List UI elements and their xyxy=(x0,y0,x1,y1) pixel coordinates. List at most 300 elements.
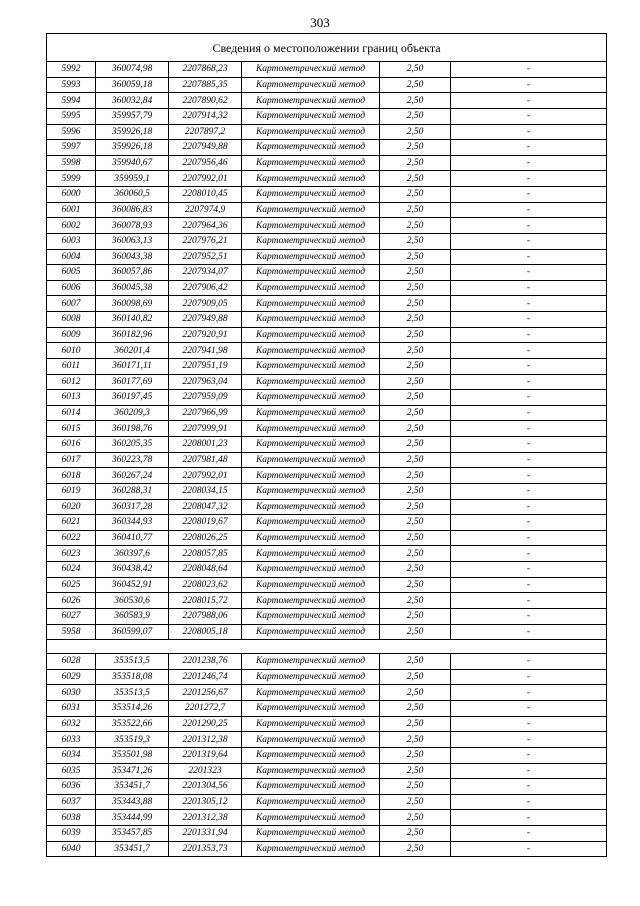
point-number-cell: 6019 xyxy=(47,483,96,499)
point-number-cell: 6005 xyxy=(47,265,96,281)
accuracy-cell: 2,50 xyxy=(380,296,451,312)
point-number-cell: 6038 xyxy=(47,810,96,826)
accuracy-cell: 2,50 xyxy=(380,265,451,281)
point-number-cell: 6009 xyxy=(47,327,96,343)
point-number-cell: 6012 xyxy=(47,374,96,390)
point-number-cell: 6003 xyxy=(47,233,96,249)
method-cell: Картометрический метод xyxy=(242,93,380,109)
table-row xyxy=(47,358,607,374)
description-cell: - xyxy=(451,405,607,421)
description-cell: - xyxy=(451,265,607,281)
x-coordinate-cell: 353514,26 xyxy=(96,701,169,717)
table-row xyxy=(47,577,607,593)
table-row xyxy=(47,530,607,546)
method-cell: Картометрический метод xyxy=(242,202,380,218)
description-cell: - xyxy=(451,62,607,78)
method-cell: Картометрический метод xyxy=(242,810,380,826)
table-row xyxy=(47,218,607,234)
x-coordinate-cell: 359940,67 xyxy=(96,155,169,171)
accuracy-cell: 2,50 xyxy=(380,685,451,701)
description-cell: - xyxy=(451,732,607,748)
description-cell: - xyxy=(451,124,607,140)
accuracy-cell: 2,50 xyxy=(380,701,451,717)
accuracy-cell: 2,50 xyxy=(380,624,451,640)
x-coordinate-cell: 360397,6 xyxy=(96,546,169,562)
y-coordinate-cell: 2207999,91 xyxy=(169,421,242,437)
accuracy-cell: 2,50 xyxy=(380,468,451,484)
x-coordinate-cell: 360201,4 xyxy=(96,343,169,359)
description-cell: - xyxy=(451,763,607,779)
x-coordinate-cell: 360205,35 xyxy=(96,437,169,453)
description-cell: - xyxy=(451,452,607,468)
y-coordinate-cell: 2208005,18 xyxy=(169,624,242,640)
description-cell: - xyxy=(451,218,607,234)
description-cell: - xyxy=(451,93,607,109)
x-coordinate-cell: 353513,5 xyxy=(96,685,169,701)
method-cell: Картометрический метод xyxy=(242,747,380,763)
point-number-cell: 5998 xyxy=(47,155,96,171)
description-cell: - xyxy=(451,701,607,717)
x-coordinate-cell: 360209,3 xyxy=(96,405,169,421)
y-coordinate-cell: 2207988,06 xyxy=(169,608,242,624)
y-coordinate-cell: 2201353,73 xyxy=(169,841,242,857)
point-number-cell: 6023 xyxy=(47,546,96,562)
table-row xyxy=(47,405,607,421)
table-row xyxy=(47,249,607,265)
method-cell: Картометрический метод xyxy=(242,233,380,249)
accuracy-cell: 2,50 xyxy=(380,343,451,359)
description-cell: - xyxy=(451,468,607,484)
point-number-cell: 6014 xyxy=(47,405,96,421)
accuracy-cell: 2,50 xyxy=(380,249,451,265)
accuracy-cell: 2,50 xyxy=(380,405,451,421)
accuracy-cell: 2,50 xyxy=(380,108,451,124)
description-cell: - xyxy=(451,202,607,218)
y-coordinate-cell: 2201238,76 xyxy=(169,654,242,670)
accuracy-cell: 2,50 xyxy=(380,140,451,156)
x-coordinate-cell: 353522,66 xyxy=(96,716,169,732)
point-number-cell: 5992 xyxy=(47,62,96,78)
table-row xyxy=(47,343,607,359)
method-cell: Картометрический метод xyxy=(242,716,380,732)
method-cell: Картометрический метод xyxy=(242,108,380,124)
method-cell: Картометрический метод xyxy=(242,140,380,156)
table-row xyxy=(47,233,607,249)
accuracy-cell: 2,50 xyxy=(380,608,451,624)
table-row xyxy=(47,374,607,390)
point-number-cell: 6002 xyxy=(47,218,96,234)
x-coordinate-cell: 360410,77 xyxy=(96,530,169,546)
accuracy-cell: 2,50 xyxy=(380,312,451,328)
y-coordinate-cell: 2207949,88 xyxy=(169,140,242,156)
accuracy-cell: 2,50 xyxy=(380,452,451,468)
x-coordinate-cell: 360344,93 xyxy=(96,515,169,531)
accuracy-cell: 2,50 xyxy=(380,732,451,748)
x-coordinate-cell: 360288,31 xyxy=(96,483,169,499)
y-coordinate-cell: 2207959,09 xyxy=(169,390,242,406)
x-coordinate-cell: 359926,18 xyxy=(96,124,169,140)
accuracy-cell: 2,50 xyxy=(380,794,451,810)
x-coordinate-cell: 353513,5 xyxy=(96,654,169,670)
table-row xyxy=(47,654,607,670)
description-cell: - xyxy=(451,624,607,640)
y-coordinate-cell: 2207964,36 xyxy=(169,218,242,234)
method-cell: Картометрический метод xyxy=(242,77,380,93)
x-coordinate-cell: 353443,88 xyxy=(96,794,169,810)
method-cell: Картометрический метод xyxy=(242,280,380,296)
description-cell: - xyxy=(451,327,607,343)
method-cell: Картометрический метод xyxy=(242,841,380,857)
table-row xyxy=(47,280,607,296)
point-number-cell: 6030 xyxy=(47,685,96,701)
description-cell: - xyxy=(451,437,607,453)
y-coordinate-cell: 2201272,7 xyxy=(169,701,242,717)
table-row xyxy=(47,93,607,109)
y-coordinate-cell: 2207952,51 xyxy=(169,249,242,265)
accuracy-cell: 2,50 xyxy=(380,358,451,374)
x-coordinate-cell: 353451,7 xyxy=(96,841,169,857)
description-cell: - xyxy=(451,358,607,374)
description-cell: - xyxy=(451,530,607,546)
y-coordinate-cell: 2207966,99 xyxy=(169,405,242,421)
point-number-cell: 6013 xyxy=(47,390,96,406)
table-row xyxy=(47,468,607,484)
table-row xyxy=(47,483,607,499)
description-cell: - xyxy=(451,747,607,763)
y-coordinate-cell: 2208057,85 xyxy=(169,546,242,562)
point-number-cell: 6034 xyxy=(47,747,96,763)
point-number-cell: 5995 xyxy=(47,108,96,124)
point-number-cell: 5994 xyxy=(47,93,96,109)
boundary-coordinates-table xyxy=(46,33,607,857)
x-coordinate-cell: 360198,76 xyxy=(96,421,169,437)
y-coordinate-cell: 2207974,9 xyxy=(169,202,242,218)
table-row xyxy=(47,452,607,468)
method-cell: Картометрический метод xyxy=(242,358,380,374)
y-coordinate-cell: 2207890,62 xyxy=(169,93,242,109)
table-title: Сведения о местоположении границ объекта xyxy=(47,34,607,62)
accuracy-cell: 2,50 xyxy=(380,716,451,732)
table-row xyxy=(47,562,607,578)
y-coordinate-cell: 2208034,15 xyxy=(169,483,242,499)
method-cell: Картометрический метод xyxy=(242,249,380,265)
table-row xyxy=(47,701,607,717)
point-number-cell: 6026 xyxy=(47,593,96,609)
x-coordinate-cell: 360063,13 xyxy=(96,233,169,249)
accuracy-cell: 2,50 xyxy=(380,763,451,779)
description-cell: - xyxy=(451,390,607,406)
x-coordinate-cell: 353519,3 xyxy=(96,732,169,748)
accuracy-cell: 2,50 xyxy=(380,218,451,234)
point-number-cell: 6006 xyxy=(47,280,96,296)
method-cell: Картометрический метод xyxy=(242,624,380,640)
table-row xyxy=(47,826,607,842)
accuracy-cell: 2,50 xyxy=(380,841,451,857)
method-cell: Картометрический метод xyxy=(242,187,380,203)
x-coordinate-cell: 360045,38 xyxy=(96,280,169,296)
y-coordinate-cell: 2201256,67 xyxy=(169,685,242,701)
method-cell: Картометрический метод xyxy=(242,530,380,546)
method-cell: Картометрический метод xyxy=(242,265,380,281)
description-cell: - xyxy=(451,841,607,857)
accuracy-cell: 2,50 xyxy=(380,577,451,593)
table-row xyxy=(47,140,607,156)
method-cell: Картометрический метод xyxy=(242,374,380,390)
description-cell: - xyxy=(451,716,607,732)
point-number-cell: 6037 xyxy=(47,794,96,810)
table-row xyxy=(47,685,607,701)
x-coordinate-cell: 359957,79 xyxy=(96,108,169,124)
point-number-cell: 6001 xyxy=(47,202,96,218)
description-cell: - xyxy=(451,343,607,359)
y-coordinate-cell: 2207920,91 xyxy=(169,327,242,343)
method-cell: Картометрический метод xyxy=(242,421,380,437)
point-number-cell: 6000 xyxy=(47,187,96,203)
point-number-cell: 6027 xyxy=(47,608,96,624)
method-cell: Картометрический метод xyxy=(242,405,380,421)
point-number-cell: 5993 xyxy=(47,77,96,93)
method-cell: Картометрический метод xyxy=(242,794,380,810)
method-cell: Картометрический метод xyxy=(242,685,380,701)
table-row xyxy=(47,296,607,312)
table-row xyxy=(47,108,607,124)
y-coordinate-cell: 2208019,67 xyxy=(169,515,242,531)
table-body xyxy=(47,34,607,857)
x-coordinate-cell: 360197,45 xyxy=(96,390,169,406)
point-number-cell: 6028 xyxy=(47,654,96,670)
method-cell: Картометрический метод xyxy=(242,701,380,717)
description-cell: - xyxy=(451,249,607,265)
table-row xyxy=(47,421,607,437)
point-number-cell: 6036 xyxy=(47,779,96,795)
table-row xyxy=(47,716,607,732)
table-row xyxy=(47,763,607,779)
y-coordinate-cell: 2207868,23 xyxy=(169,62,242,78)
point-number-cell: 6020 xyxy=(47,499,96,515)
method-cell: Картометрический метод xyxy=(242,608,380,624)
y-coordinate-cell: 2208048,64 xyxy=(169,562,242,578)
method-cell: Картометрический метод xyxy=(242,296,380,312)
point-number-cell: 6035 xyxy=(47,763,96,779)
x-coordinate-cell: 359959,1 xyxy=(96,171,169,187)
description-cell: - xyxy=(451,77,607,93)
x-coordinate-cell: 360098,69 xyxy=(96,296,169,312)
y-coordinate-cell: 2208015,72 xyxy=(169,593,242,609)
x-coordinate-cell: 359926,18 xyxy=(96,140,169,156)
accuracy-cell: 2,50 xyxy=(380,499,451,515)
description-cell: - xyxy=(451,593,607,609)
x-coordinate-cell: 360267,24 xyxy=(96,468,169,484)
x-coordinate-cell: 360317,28 xyxy=(96,499,169,515)
x-coordinate-cell: 360032,84 xyxy=(96,93,169,109)
description-cell: - xyxy=(451,312,607,328)
x-coordinate-cell: 353444,99 xyxy=(96,810,169,826)
method-cell: Картометрический метод xyxy=(242,779,380,795)
y-coordinate-cell: 2207992,01 xyxy=(169,171,242,187)
y-coordinate-cell: 2207976,21 xyxy=(169,233,242,249)
y-coordinate-cell: 2207934,07 xyxy=(169,265,242,281)
accuracy-cell: 2,50 xyxy=(380,437,451,453)
x-coordinate-cell: 360078,93 xyxy=(96,218,169,234)
point-number-cell: 5999 xyxy=(47,171,96,187)
y-coordinate-cell: 2207941,98 xyxy=(169,343,242,359)
table-row xyxy=(47,546,607,562)
description-cell: - xyxy=(451,233,607,249)
table-row xyxy=(47,77,607,93)
accuracy-cell: 2,50 xyxy=(380,77,451,93)
point-number-cell: 6016 xyxy=(47,437,96,453)
x-coordinate-cell: 360043,38 xyxy=(96,249,169,265)
table-title-row xyxy=(47,34,607,62)
x-coordinate-cell: 360223,78 xyxy=(96,452,169,468)
accuracy-cell: 2,50 xyxy=(380,327,451,343)
method-cell: Картометрический метод xyxy=(242,654,380,670)
y-coordinate-cell: 2201312,38 xyxy=(169,732,242,748)
description-cell: - xyxy=(451,654,607,670)
y-coordinate-cell: 2201304,56 xyxy=(169,779,242,795)
point-number-cell: 6018 xyxy=(47,468,96,484)
method-cell: Картометрический метод xyxy=(242,390,380,406)
description-cell: - xyxy=(451,546,607,562)
y-coordinate-cell: 2208010,45 xyxy=(169,187,242,203)
point-number-cell: 6007 xyxy=(47,296,96,312)
method-cell: Картометрический метод xyxy=(242,577,380,593)
accuracy-cell: 2,50 xyxy=(380,93,451,109)
method-cell: Картометрический метод xyxy=(242,499,380,515)
accuracy-cell: 2,50 xyxy=(380,390,451,406)
y-coordinate-cell: 2208001,23 xyxy=(169,437,242,453)
point-number-cell: 6040 xyxy=(47,841,96,857)
x-coordinate-cell: 360452,91 xyxy=(96,577,169,593)
x-coordinate-cell: 360438,42 xyxy=(96,562,169,578)
y-coordinate-cell: 2207956,46 xyxy=(169,155,242,171)
table-row xyxy=(47,624,607,640)
table-row xyxy=(47,62,607,78)
accuracy-cell: 2,50 xyxy=(380,124,451,140)
x-coordinate-cell: 353457,85 xyxy=(96,826,169,842)
description-cell: - xyxy=(451,608,607,624)
method-cell: Картометрический метод xyxy=(242,312,380,328)
method-cell: Картометрический метод xyxy=(242,826,380,842)
y-coordinate-cell: 2207885,35 xyxy=(169,77,242,93)
y-coordinate-cell: 2201319,64 xyxy=(169,747,242,763)
accuracy-cell: 2,50 xyxy=(380,155,451,171)
description-cell: - xyxy=(451,108,607,124)
x-coordinate-cell: 360182,96 xyxy=(96,327,169,343)
table-row xyxy=(47,171,607,187)
x-coordinate-cell: 360599,07 xyxy=(96,624,169,640)
y-coordinate-cell: 2201312,38 xyxy=(169,810,242,826)
point-number-cell: 6021 xyxy=(47,515,96,531)
y-coordinate-cell: 2208047,32 xyxy=(169,499,242,515)
y-coordinate-cell: 2207949,88 xyxy=(169,312,242,328)
description-cell: - xyxy=(451,296,607,312)
table-row xyxy=(47,747,607,763)
accuracy-cell: 2,50 xyxy=(380,62,451,78)
description-cell: - xyxy=(451,562,607,578)
x-coordinate-cell: 360059,18 xyxy=(96,77,169,93)
table-row xyxy=(47,437,607,453)
table-row xyxy=(47,732,607,748)
description-cell: - xyxy=(451,171,607,187)
table-row xyxy=(47,124,607,140)
y-coordinate-cell: 2208026,25 xyxy=(169,530,242,546)
description-cell: - xyxy=(451,187,607,203)
point-number-cell: 6010 xyxy=(47,343,96,359)
method-cell: Картометрический метод xyxy=(242,62,380,78)
x-coordinate-cell: 353471,26 xyxy=(96,763,169,779)
accuracy-cell: 2,50 xyxy=(380,747,451,763)
y-coordinate-cell: 2201305,12 xyxy=(169,794,242,810)
method-cell: Картометрический метод xyxy=(242,669,380,685)
table-row xyxy=(47,327,607,343)
y-coordinate-cell: 2201290,25 xyxy=(169,716,242,732)
method-cell: Картометрический метод xyxy=(242,562,380,578)
method-cell: Картометрический метод xyxy=(242,171,380,187)
x-coordinate-cell: 360057,86 xyxy=(96,265,169,281)
x-coordinate-cell: 353518,08 xyxy=(96,669,169,685)
accuracy-cell: 2,50 xyxy=(380,593,451,609)
method-cell: Картометрический метод xyxy=(242,515,380,531)
description-cell: - xyxy=(451,483,607,499)
method-cell: Картометрический метод xyxy=(242,452,380,468)
point-number-cell: 6008 xyxy=(47,312,96,328)
x-coordinate-cell: 360171,11 xyxy=(96,358,169,374)
point-number-cell: 6024 xyxy=(47,562,96,578)
method-cell: Картометрический метод xyxy=(242,483,380,499)
description-cell: - xyxy=(451,515,607,531)
table-row xyxy=(47,794,607,810)
y-coordinate-cell: 2201323 xyxy=(169,763,242,779)
accuracy-cell: 2,50 xyxy=(380,562,451,578)
description-cell: - xyxy=(451,374,607,390)
section-separator xyxy=(47,640,607,654)
table-row xyxy=(47,779,607,795)
point-number-cell: 5996 xyxy=(47,124,96,140)
method-cell: Картометрический метод xyxy=(242,593,380,609)
method-cell: Картометрический метод xyxy=(242,124,380,140)
x-coordinate-cell: 360583,9 xyxy=(96,608,169,624)
x-coordinate-cell: 360177,69 xyxy=(96,374,169,390)
point-number-cell: 5997 xyxy=(47,140,96,156)
y-coordinate-cell: 2208023,62 xyxy=(169,577,242,593)
point-number-cell: 6033 xyxy=(47,732,96,748)
table-row xyxy=(47,202,607,218)
table-row xyxy=(47,669,607,685)
accuracy-cell: 2,50 xyxy=(380,171,451,187)
table-row xyxy=(47,499,607,515)
y-coordinate-cell: 2207897,2 xyxy=(169,124,242,140)
method-cell: Картометрический метод xyxy=(242,218,380,234)
x-coordinate-cell: 360086,83 xyxy=(96,202,169,218)
table-row xyxy=(47,515,607,531)
point-number-cell: 6029 xyxy=(47,669,96,685)
point-number-cell: 6004 xyxy=(47,249,96,265)
accuracy-cell: 2,50 xyxy=(380,669,451,685)
accuracy-cell: 2,50 xyxy=(380,654,451,670)
table-row xyxy=(47,608,607,624)
page-number: 303 xyxy=(310,15,330,30)
method-cell: Картометрический метод xyxy=(242,468,380,484)
accuracy-cell: 2,50 xyxy=(380,483,451,499)
accuracy-cell: 2,50 xyxy=(380,233,451,249)
description-cell: - xyxy=(451,280,607,296)
y-coordinate-cell: 2207951,19 xyxy=(169,358,242,374)
table-row xyxy=(47,155,607,171)
accuracy-cell: 2,50 xyxy=(380,810,451,826)
method-cell: Картометрический метод xyxy=(242,732,380,748)
accuracy-cell: 2,50 xyxy=(380,515,451,531)
